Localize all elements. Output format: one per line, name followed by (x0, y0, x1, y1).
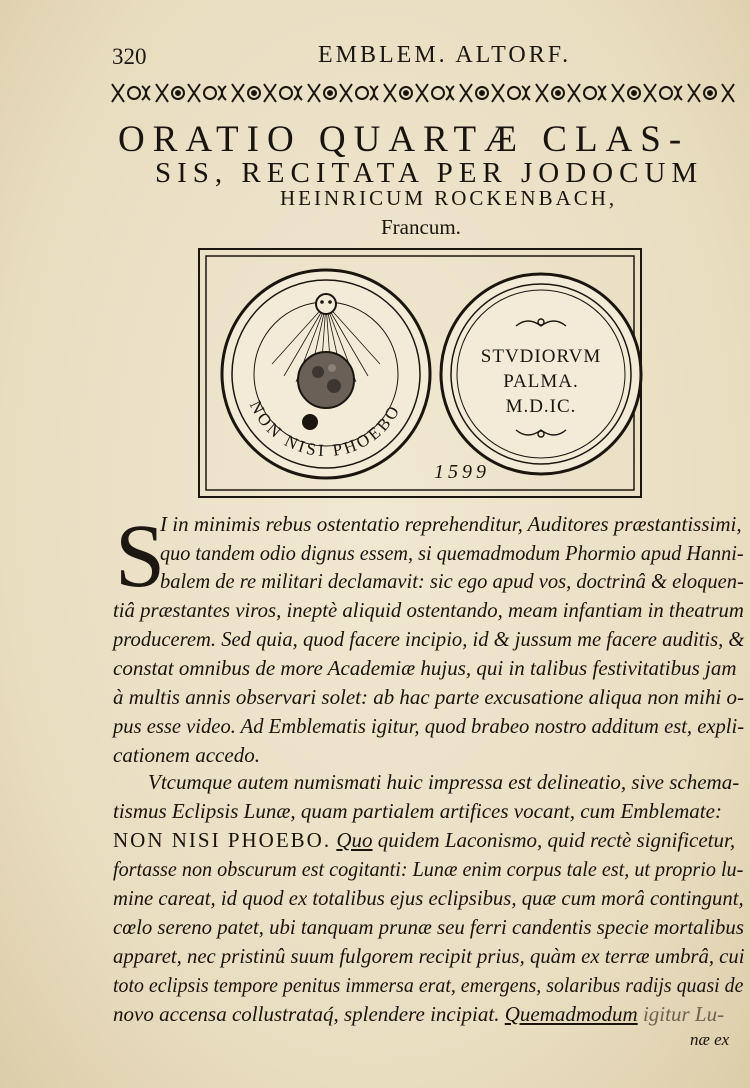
emblem-engraving (196, 246, 644, 500)
body-line: I in minimis rebus ostentatio reprehenditur, Auditores præstantissimi, (160, 512, 742, 536)
body-line: cœlo sereno patet, ubi tanquam prunæ seu ferri candentis specie mortalibus (113, 915, 744, 939)
body-line: constat omnibus de more Academiæ hujus, qui in talibus festivitatibus jam (113, 656, 737, 680)
catchword: næ ex (690, 1030, 730, 1049)
body-line: pus esse video. Ad Emblematis igitur, quod brabeo nostro additum est, expli- (113, 714, 745, 738)
emblem-year: 1599 (434, 461, 490, 483)
palma-medal (441, 274, 641, 474)
body-line (113, 1002, 724, 1027)
body-text: quidem Laconismo, quid rectè significetur, (372, 828, 736, 852)
body-line: quo tandem odio dignus essem, si quemadmodum Phormio apud Hanni- (160, 541, 744, 565)
body-line: tismus Eclipsis Lunæ, quam partialem artifices vocant, cum Emblemate: (113, 799, 722, 823)
title-line-3: HEINRICUM ROCKENBACH, (280, 186, 618, 210)
drop-cap: S (115, 507, 166, 606)
eclipse-medal (222, 270, 430, 478)
title-line-1: ORATIO QUARTÆ CLAS- (118, 119, 690, 160)
body-line: apparet, nec pristinû suum fulgorem recipit prius, quàm ex terræ umbrâ, cui (113, 944, 745, 968)
body-line: fortasse non obscurum est cogitanti: Lunæ enim corpus tale est, ut proprio lu- (113, 857, 744, 881)
ornament-band (110, 80, 742, 106)
underlined-word: Quo (336, 828, 373, 852)
palma-line-2: PALMA. (503, 371, 579, 392)
title-line-2: SIS, RECITATA PER JODOCUM (155, 157, 704, 189)
underlined-word: Quemadmodum (504, 1002, 638, 1026)
title-line-4: Francum. (381, 215, 461, 239)
body-text: igitur Lu- (637, 1002, 725, 1026)
motto-caps: NON NISI PHOEBO. (113, 828, 332, 852)
body-line: producerem. Sed quia, quod facere incipio, id & jussum me facere auditis, & (113, 627, 745, 651)
palma-line-1: STVDIORVM (480, 346, 602, 367)
page-number: 320 (112, 44, 147, 69)
body-line: à multis annis observari solet: ab hac parte excusatione aliqua non mihi o- (113, 685, 745, 709)
running-head: EMBLEM. ALTORF. (318, 42, 572, 68)
body-line (113, 828, 735, 853)
body-line: mine careat, id quod ex totalibus ejus eclipsibus, quæ cum morâ contingunt, (113, 886, 744, 910)
emblem-motto: NON NISI PHOEBO (245, 397, 405, 461)
body-line: tiâ præstantes viros, ineptè aliquid ostentando, meam infantiam in theatrum (113, 598, 744, 622)
body-line: toto eclipsis tempore penitus immersa erat, emergens, solaribus radijs quasi de (113, 973, 744, 997)
body-text: novo accensa collustrataq́, splendere incipiat. (113, 1002, 505, 1026)
body-line: balem de re militari declamavit: sic ego apud vos, doctrinâ & eloquen- (160, 569, 744, 593)
body-line: cationem accedo. (113, 743, 260, 767)
palma-line-3: M.D.IC. (505, 396, 577, 417)
body-line: Vtcumque autem numismati huic impressa est delineatio, sive schema- (148, 770, 740, 794)
